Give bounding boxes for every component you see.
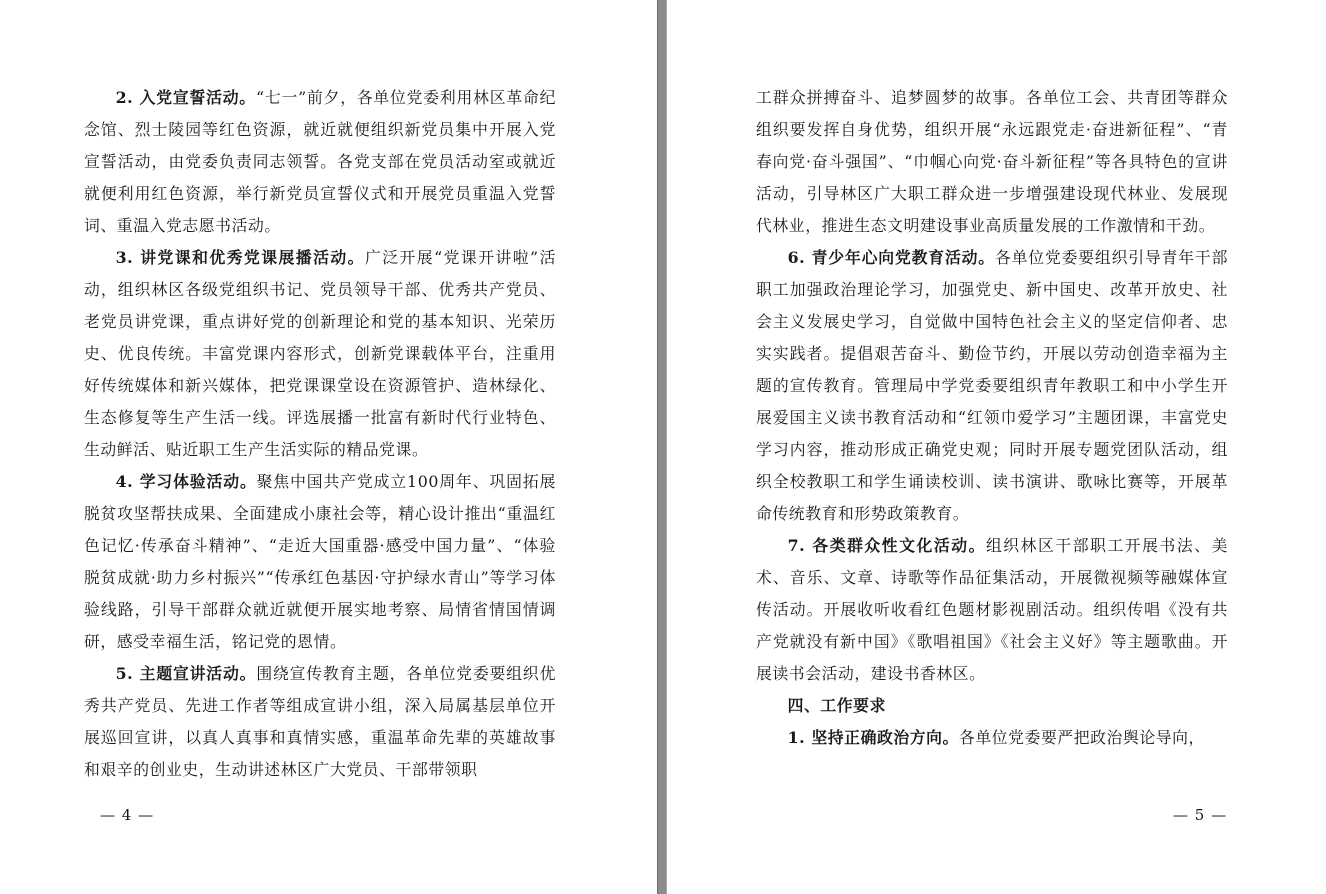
paragraph-heading: 6. 青少年心向党教育活动。: [787, 248, 995, 267]
paragraph-text: 组织林区干部职工开展书法、美术、音乐、文章、诗歌等作品征集活动，开展微视频等融媒体宣传活动。开展收听收看红色题材影视剧活动。组织传唱《没有共产党就没有新中国》《歌唱祖国》《社会主义好》等主题歌曲。开展读书会活动，建设书香林区。: [756, 536, 1228, 683]
paragraph-heading: 3. 讲党课和优秀党课展播活动。: [115, 248, 365, 267]
paragraph-text: 广泛开展“党课开讲啦”活动，组织林区各级党组织书记、党员领导干部、优秀共产党员、老党员讲党课，重点讲好党的创新理论和党的基本知识、光荣历史、优良传统。丰富党课内容形式，创新党课载体平台，注重用好传统媒体和新兴媒体，把党课课堂设在资源管护、造林绿化、生态修复等生产生活一线。评选展播一批富有新时代行业特色、生动鲜活、贴近职工生产生活实际的精品党课。: [84, 248, 556, 459]
paragraph-pledge-activity: [84, 82, 556, 242]
paragraph-text: “七一”前夕，各单位党委利用林区革命纪念馆、烈士陵园等红色资源，就近就便组织新党员集中开展入党宣誓活动，由党委负责同志领誓。各党支部在党员活动室或就近就便利用红色资源，举行新党员宣誓仪式和开展党员重温入党誓词、重温入党志愿书活动。: [84, 88, 556, 235]
right-page: [667, 0, 1326, 894]
paragraph-text: 聚焦中国共产党成立100周年、巩固拓展脱贫攻坚帮扶成果、全面建成小康社会等，精心设计推出“重温红色记忆·传承奋斗精神”、“走近大国重器·感受中国力量”、“体验脱贫成就·助力乡村振兴”“传承红色基因·守护绿水青山”等学习体验线路，引导干部群众就近就便开展实地考察、局情省情国情调研，感受幸福生活，铭记党的恩情。: [84, 472, 556, 651]
section-heading-work-requirements: 四、工作要求: [787, 696, 886, 715]
paragraph-heading: 5. 主题宣讲活动。: [115, 664, 257, 683]
left-page-body: [84, 82, 556, 786]
paragraph-heading: 2. 入党宣誓活动。: [115, 88, 256, 107]
paragraph-party-lecture: [84, 242, 556, 466]
paragraph-cultural-activities: [756, 530, 1228, 690]
page-gutter: [657, 0, 667, 894]
page-number: — 4 —: [100, 806, 155, 824]
paragraph-continuation: 工群众拼搏奋斗、追梦圆梦的故事。各单位工会、共青团等群众组织要发挥自身优势，组织开展“永远跟党走·奋进新征程”、“青春向党·奋斗强国”、“巾帼心向党·奋斗新征程”等各具特色的宣讲活动，引导林区广大职工群众进一步增强建设现代林业、发展现代林业，推进生态文明建设事业高质量发展的工作激情和干劲。: [756, 88, 1228, 235]
paragraph-heading: 1. 坚持正确政治方向。: [787, 728, 959, 747]
paragraph-text: 各单位党委要严把政治舆论导向，: [958, 728, 1205, 747]
paragraph-learning-experience: [84, 466, 556, 658]
paragraph-youth-education: [756, 242, 1228, 530]
paragraph-heading: 7. 各类群众性文化活动。: [787, 536, 986, 555]
paragraph-heading: 4. 学习体验活动。: [115, 472, 257, 491]
paragraph-political-direction: [756, 722, 1228, 754]
page-number: — 5 —: [1173, 806, 1228, 824]
right-page-body: [756, 82, 1228, 754]
paragraph-text: 各单位党委要组织引导青年干部职工加强政治理论学习，加强党史、新中国史、改革开放史、社会主义发展史学习，自觉做中国特色社会主义的坚定信仰者、忠实实践者。提倡艰苦奋斗、勤俭节约，开展以劳动创造幸福为主题的宣传教育。管理局中学党委要组织青年教职工和中小学生开展爱国主义读书教育活动和“红领巾爱学习”主题团课，丰富党史学习内容，推动形成正确党史观；同时开展专题党团队活动，组织全校教职工和学生诵读校训、读书演讲、歌咏比赛等，开展革命传统教育和形势政策教育。: [756, 248, 1228, 523]
left-page: [0, 0, 657, 894]
paragraph-text: 围绕宣传教育主题，各单位党委要组织优秀共产党员、先进工作者等组成宣讲小组，深入局属基层单位开展巡回宣讲，以真人真事和真情实感，重温革命先辈的英雄故事和艰辛的创业史，生动讲述林区广大党员、干部带领职: [84, 664, 556, 779]
paragraph-theme-lecture: [84, 658, 556, 786]
